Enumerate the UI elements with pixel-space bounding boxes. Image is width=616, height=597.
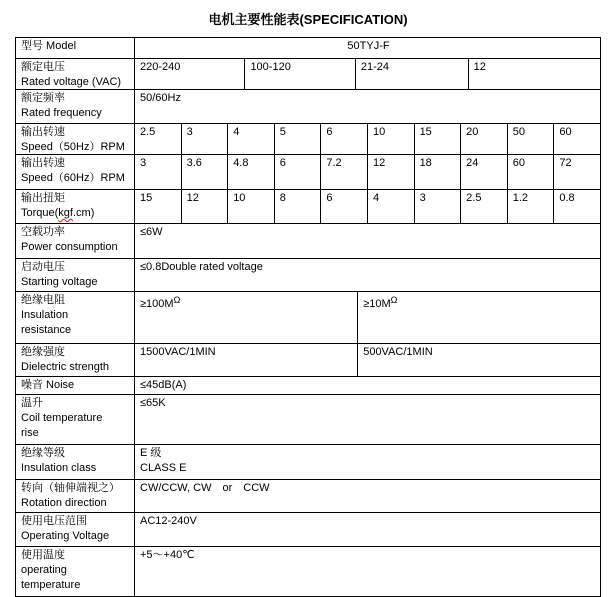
row-values — [134, 292, 600, 343]
table-row-insulation-class — [16, 444, 600, 479]
table-row-starting-voltage — [16, 258, 600, 291]
ohm-symbol: Ω — [390, 295, 398, 305]
speed-value: 18 — [414, 155, 461, 189]
row-label — [16, 155, 134, 189]
speed-value: 5 — [274, 124, 321, 154]
torque-value: 10 — [227, 190, 274, 223]
insulation-resistance-value: $\ge 100M^\Omega$ — [134, 292, 357, 343]
speed-value: 4 — [227, 124, 274, 154]
table-row-model — [16, 38, 600, 58]
label-en: Coil temperature — [21, 412, 103, 424]
row-label — [16, 445, 134, 479]
label-zh: 使用温度 — [21, 549, 65, 561]
temperature-rise-value: ≤65K — [134, 395, 600, 444]
torque-value: 4 — [367, 190, 414, 223]
voltage-value: 12 — [468, 59, 600, 89]
dielectric-value: 500VAC/1MIN — [357, 344, 600, 376]
speed-value: 4.8 — [227, 155, 274, 189]
torque-value: 2.5 — [460, 190, 507, 223]
table-row-operating-voltage — [16, 512, 600, 546]
speed-value: 3 — [181, 124, 228, 154]
power-value: ≤6W — [134, 224, 600, 258]
row-values — [134, 344, 600, 376]
label-en: Speed（60Hz）RPM — [21, 172, 125, 184]
label-zh: 绝缘电阻 — [21, 294, 65, 306]
voltage-value: 21-24 — [355, 59, 468, 89]
speed-value: 3.6 — [181, 155, 228, 189]
label-zh: 绝缘强度 — [21, 346, 65, 358]
row-label — [16, 59, 134, 89]
speed-value: 60 — [507, 155, 554, 189]
label-en: Insulation — [21, 309, 69, 321]
label-en: Speed（50Hz）RPM — [21, 141, 125, 153]
label-en: operating — [21, 564, 67, 576]
label-en: Starting voltage — [21, 276, 98, 288]
speed-value: 12 — [367, 155, 414, 189]
row-label — [16, 513, 134, 546]
speed-value: 10 — [367, 124, 414, 154]
insulation-resistance-value: $\ge 10M^\Omega$ — [357, 292, 600, 343]
torque-value: 3 — [414, 190, 461, 223]
label-en: resistance — [21, 324, 72, 336]
row-values — [134, 513, 600, 546]
table-row-rated-voltage — [16, 58, 600, 89]
label-zh: 启动电压 — [21, 261, 65, 273]
table-row-rated-frequency — [16, 89, 600, 123]
table-row-rotation-direction — [16, 479, 600, 512]
ohm-symbol: Ω — [173, 295, 181, 305]
dielectric-value: 1500VAC/1MIN — [134, 344, 357, 376]
operating-voltage-value: AC12-240V — [134, 513, 600, 546]
table-row-dielectric-strength — [16, 343, 600, 376]
torque-value: 15 — [134, 190, 181, 223]
row-values — [134, 59, 600, 89]
table-row-speed-60hz — [16, 154, 600, 189]
speed-value: 3 — [134, 155, 181, 189]
speed-value: 20 — [460, 124, 507, 154]
torque-value: 1.2 — [507, 190, 554, 223]
label-zh: 使用电压范围 — [21, 515, 87, 527]
row-label — [16, 190, 134, 223]
row-values — [134, 124, 600, 154]
table-row-temperature-rise — [16, 394, 600, 444]
row-values — [134, 155, 600, 189]
frequency-value: 50/60Hz — [134, 90, 600, 123]
label-en — [21, 206, 131, 221]
row-label — [16, 38, 134, 58]
starting-voltage-value: ≤0.8Double rated voltage — [134, 259, 600, 291]
speed-value: 7.2 — [320, 155, 367, 189]
torque-value: 0.8 — [553, 190, 600, 223]
label-text: 噪音 Noise — [21, 379, 75, 391]
row-label — [16, 90, 134, 123]
row-label — [16, 377, 134, 394]
label-zh: 转向（轴伸端视之） — [21, 482, 120, 494]
label-en: Rated frequency — [21, 107, 102, 119]
torque-value: 12 — [181, 190, 228, 223]
operating-temperature-value: +5～+40℃ — [134, 547, 600, 596]
label-en: Insulation class — [21, 462, 97, 474]
label-zh: 输出转速 — [21, 126, 65, 138]
label-en: temperature — [21, 579, 81, 591]
table-row-power-consumption — [16, 223, 600, 258]
speed-value: 6 — [320, 124, 367, 154]
speed-value: 24 — [460, 155, 507, 189]
label-en: Dielectric strength — [21, 361, 110, 373]
page-title: 电机主要性能表(SPECIFICATION) — [208, 12, 408, 27]
label-en: rise — [21, 427, 39, 439]
torque-label-post: .cm) — [72, 207, 95, 219]
speed-value: 15 — [414, 124, 461, 154]
label-en: Power consumption — [21, 241, 118, 253]
label-zh: 额定频率 — [21, 92, 65, 104]
row-values — [134, 90, 600, 123]
label-zh: 输出转速 — [21, 157, 65, 169]
table-row-speed-50hz — [16, 123, 600, 154]
row-label — [16, 344, 134, 376]
row-label — [16, 480, 134, 512]
label-zh: 输出扭矩 — [21, 192, 65, 204]
row-values — [134, 259, 600, 291]
label-zh: 温升 — [21, 397, 43, 409]
row-label — [16, 547, 134, 596]
rotation-value: CW/CCW, CW or CCW — [134, 480, 600, 512]
row-values — [134, 190, 600, 223]
label-text: 型号 Model — [21, 40, 77, 52]
specification-table — [15, 37, 601, 597]
speed-value: 72 — [553, 155, 600, 189]
table-row-operating-temperature — [16, 546, 600, 596]
insulation-class-value: E 级 CLASS E — [134, 445, 600, 479]
label-zh: 绝缘等级 — [21, 447, 65, 459]
label-en: Rotation direction — [21, 497, 107, 509]
row-label — [16, 124, 134, 154]
voltage-value: 100-120 — [244, 59, 354, 89]
row-values — [134, 38, 600, 58]
label-en: Rated voltage (VAC) — [21, 76, 122, 88]
torque-label-misspelled: kgf — [58, 207, 73, 219]
table-row-noise — [16, 376, 600, 394]
speed-value: 2.5 — [134, 124, 181, 154]
speed-value: 60 — [553, 124, 600, 154]
model-value: 50TYJ-F — [134, 38, 600, 58]
torque-value: 8 — [274, 190, 321, 223]
label-en: Operating Voltage — [21, 530, 110, 542]
voltage-value: 220-240 — [134, 59, 244, 89]
label-zh: 空载功率 — [21, 226, 65, 238]
row-values — [134, 224, 600, 258]
noise-value: ≤45dB(A) — [134, 377, 600, 394]
row-values — [134, 445, 600, 479]
row-values — [134, 395, 600, 444]
row-label — [16, 292, 134, 343]
torque-value: 6 — [320, 190, 367, 223]
speed-value: 50 — [507, 124, 554, 154]
row-values — [134, 547, 600, 596]
row-label — [16, 224, 134, 258]
row-values — [134, 377, 600, 394]
table-row-torque — [16, 189, 600, 223]
speed-value: 6 — [274, 155, 321, 189]
row-label — [16, 395, 134, 444]
row-label — [16, 259, 134, 291]
table-row-insulation-resistance — [16, 291, 600, 343]
row-values — [134, 480, 600, 512]
torque-label-pre: Torque( — [21, 207, 59, 219]
label-zh: 额定电压 — [21, 61, 65, 73]
